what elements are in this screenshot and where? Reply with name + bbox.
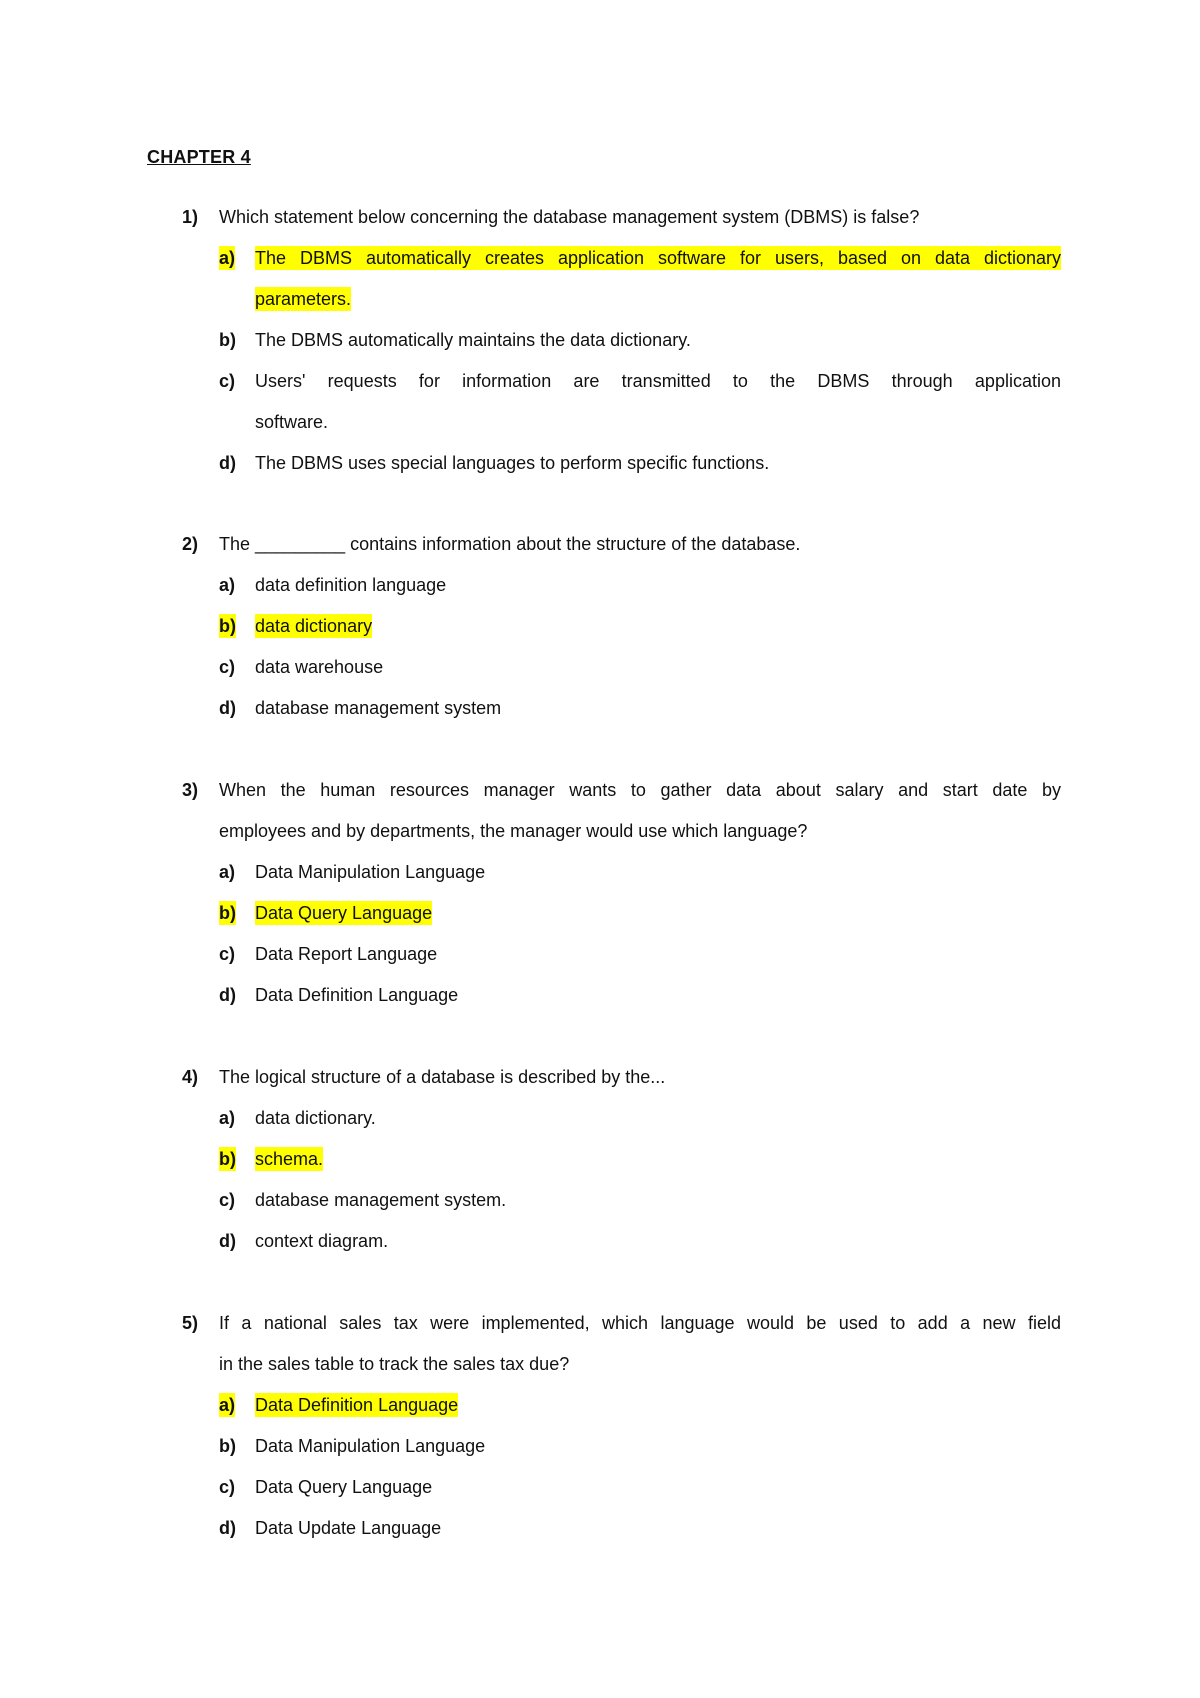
- option-text: Data Manipulation Language: [255, 1436, 486, 1456]
- question-number: 2): [182, 534, 199, 554]
- question-number: 5): [182, 1313, 199, 1333]
- question-text-line1: When the human resources manager wants to gather data about salary and start date by: [219, 780, 1061, 800]
- option-letter: b): [219, 1149, 236, 1169]
- option-b: [0, 1426, 1200, 1467]
- option-c: [0, 934, 1200, 975]
- question-number: 1): [182, 207, 199, 227]
- question-number: 4): [182, 1067, 199, 1087]
- option-a: [0, 1385, 1200, 1426]
- question-text: The logical structure of a database is described by the...: [219, 1067, 666, 1087]
- option-d: [0, 1508, 1200, 1549]
- option-text: Data Update Language: [255, 1518, 442, 1538]
- option-letter: d): [219, 1518, 236, 1538]
- question-4: [0, 1057, 1200, 1262]
- option-letter: c): [219, 1190, 236, 1210]
- option-letter: a): [219, 1395, 236, 1415]
- option-letter: c): [219, 944, 236, 964]
- option-text: Data Report Language: [255, 944, 438, 964]
- question-text-line1: If a national sales tax were implemented, which language would be used to add a new field: [219, 1313, 1061, 1333]
- option-letter: d): [219, 985, 236, 1005]
- option-text: Data Definition Language: [255, 1395, 459, 1415]
- option-c: [0, 1467, 1200, 1508]
- option-c: [0, 1180, 1200, 1221]
- option-b: [0, 606, 1200, 647]
- option-text: Data Query Language: [255, 903, 433, 923]
- option-text-line2: software.: [255, 412, 329, 432]
- option-a: [0, 238, 1200, 320]
- option-text: data warehouse: [255, 657, 384, 677]
- option-letter: d): [219, 698, 236, 718]
- option-letter: d): [219, 453, 236, 473]
- option-letter: a): [219, 1108, 236, 1128]
- option-text: Data Manipulation Language: [255, 862, 486, 882]
- chapter-heading: CHAPTER 4: [147, 147, 251, 167]
- option-text: The DBMS uses special languages to perform specific functions.: [255, 453, 770, 473]
- question-text-line2: in the sales table to track the sales tax due?: [219, 1354, 570, 1374]
- option-letter: b): [219, 616, 236, 636]
- question-5: [0, 1303, 1200, 1549]
- option-d: [0, 688, 1200, 729]
- option-a: [0, 1098, 1200, 1139]
- option-text: database management system.: [255, 1190, 507, 1210]
- option-b: [0, 893, 1200, 934]
- question-number: 3): [182, 780, 199, 800]
- option-letter: b): [219, 1436, 236, 1456]
- option-text: data definition language: [255, 575, 447, 595]
- option-text: Data Definition Language: [255, 985, 459, 1005]
- option-text-line1: Users' requests for information are transmitted to the DBMS through application: [255, 371, 1061, 391]
- option-d: [0, 1221, 1200, 1262]
- option-letter: a): [219, 575, 236, 595]
- option-c: [0, 647, 1200, 688]
- option-d: [0, 975, 1200, 1016]
- option-letter: c): [219, 657, 236, 677]
- option-letter: c): [219, 1477, 236, 1497]
- option-d: [0, 443, 1200, 484]
- option-text: The DBMS automatically maintains the data dictionary.: [255, 330, 691, 350]
- option-a: [0, 852, 1200, 893]
- option-a: [0, 565, 1200, 606]
- option-c: [0, 361, 1200, 443]
- option-text: data dictionary.: [255, 1108, 376, 1128]
- option-text: context diagram.: [255, 1231, 389, 1251]
- option-text-line2: parameters.: [255, 289, 352, 309]
- option-text-line1: The DBMS automatically creates application software for users, based on data dictionary: [255, 248, 1061, 268]
- option-letter: a): [219, 248, 236, 268]
- option-letter: c): [219, 371, 236, 391]
- option-letter: a): [219, 862, 236, 882]
- question-text-line2: employees and by departments, the manager would use which language?: [219, 821, 808, 841]
- question-1: [0, 197, 1200, 484]
- question-text: Which statement below concerning the database management system (DBMS) is false?: [219, 207, 920, 227]
- question-text: The _________ contains information about the structure of the database.: [219, 534, 801, 554]
- option-b: [0, 1139, 1200, 1180]
- option-b: [0, 320, 1200, 361]
- question-3: [0, 770, 1200, 1016]
- question-2: [0, 524, 1200, 729]
- option-text: database management system: [255, 698, 502, 718]
- option-letter: b): [219, 903, 236, 923]
- option-text: Data Query Language: [255, 1477, 433, 1497]
- option-text: schema.: [255, 1149, 324, 1169]
- option-text: data dictionary: [255, 616, 373, 636]
- option-letter: d): [219, 1231, 236, 1251]
- option-letter: b): [219, 330, 236, 350]
